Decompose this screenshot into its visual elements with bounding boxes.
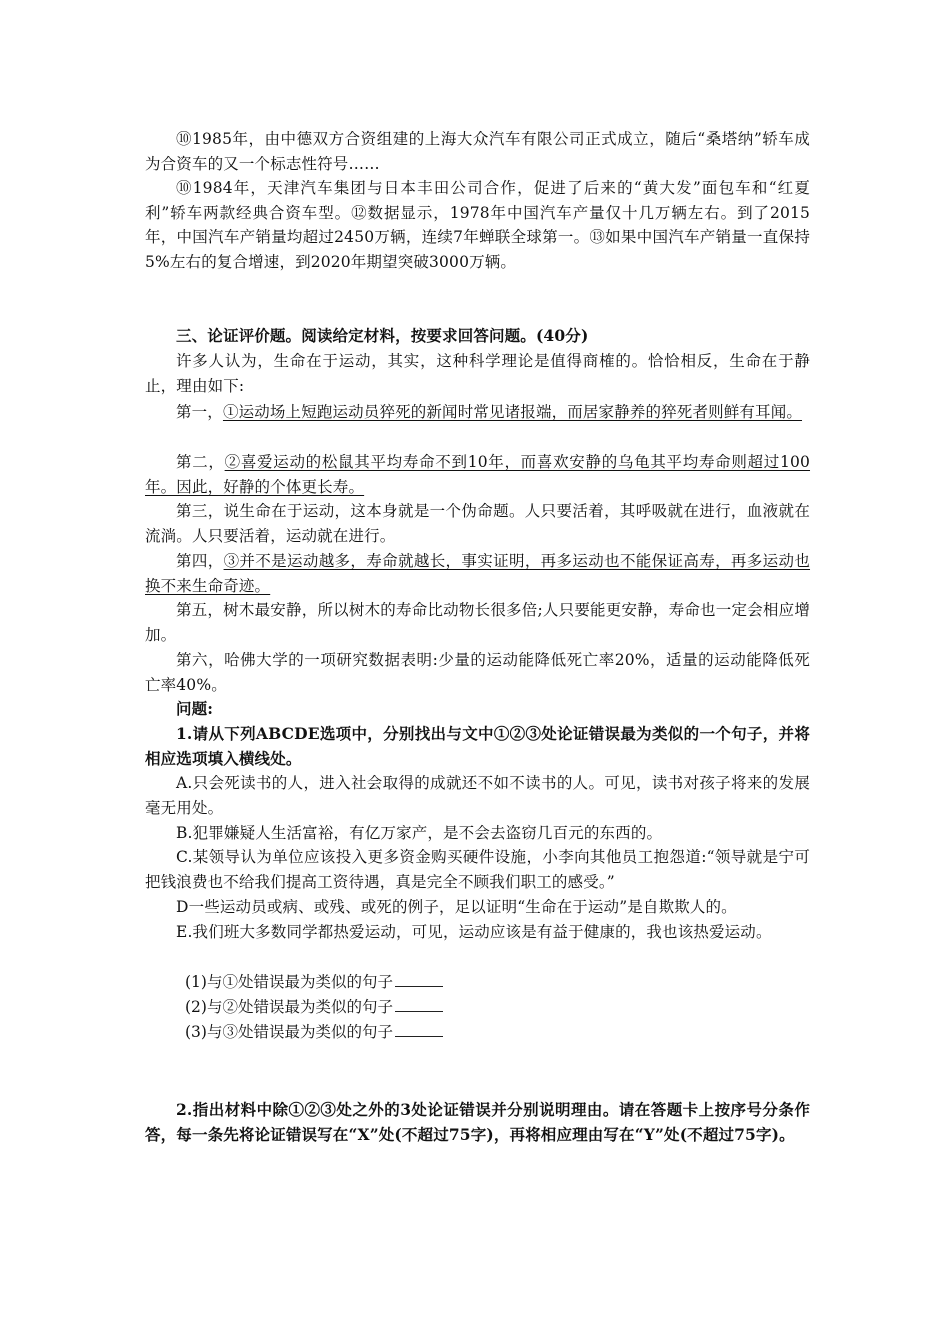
reason-5: 第五，树木最安静，所以树木的寿命比动物长很多倍;人只要能更安静，寿命也一定会相应增加。 [145,601,810,644]
option-d: D一些运动员或病、或残、或死的例子，足以证明“生命在于运动”是自欺欺人的。 [176,898,737,916]
reason-2-lead: 第二， [176,453,225,471]
answer-blank-2[interactable] [395,995,443,1012]
fill-line-3 [185,1020,443,1045]
reason-2-underlined: ②喜爱运动的松鼠其平均寿命不到10年，而喜欢安静的乌龟其平均寿命则超过100年。因此，好静的个体更长寿。 [145,453,811,496]
fill-label-3: (3)与③处错误最为类似的句子 [185,1023,393,1041]
reason-3: 第三，说生命在于运动，这本身就是一个伪命题。人只要活着，其呼吸就在进行，血液就在流淌。人只要活着，运动就在进行。 [145,502,810,545]
reason-1-underlined: ①运动场上短跑运动员猝死的新闻时常见诸报端，而居家静养的猝死者则鲜有耳闻。 [222,403,803,421]
fill-line-1 [185,970,443,995]
material-item-10b: ⑩1984年，天津汽车集团与日本丰田公司合作，促进了后来的“黄大发”面包车和“红夏利”轿车两款经典合资车型。⑫数据显示，1978年中国汽车产量仅十几万辆左右。到了2015年，中国汽车产销量均超过2450万辆，连续7年蝉联全球第一。⑬如果中国汽车产销量一直保持5%左右的复合增速，到2020年期望突破3000万辆。 [145,179,810,271]
reason-6: 第六，哈佛大学的一项研究数据表明:少量的运动能降低死亡率20%，适量的运动能降低死亡率40%。 [145,651,810,694]
option-c: C.某领导认为单位应该投入更多资金购买硬件设施，小李向其他员工抱怨道:“领导就是宁可把钱浪费也不给我们提高工资待遇，真是完全不顾我们职工的感受。” [145,848,810,891]
question-1: 1.请从下列ABCDE选项中，分别找出与文中①②③处论证错误最为类似的一个句子，并将相应选项填入横线处。 [145,724,810,768]
option-a: A.只会死读书的人，进入社会取得的成就还不如不读书的人。可见，读书对孩子将来的发展毫无用处。 [145,774,810,817]
question-2: 2.指出材料中除①②③处之外的3处论证错误并分别说明理由。请在答题卡上按序号分条作答，每一条先将论证错误写在“X”处(不超过75字)，再将相应理由写在“Y”处(不超过75字)。 [145,1100,810,1144]
material-item-10a: ⑩1985年，由中德双方合资组建的上海大众汽车有限公司正式成立，随后“桑塔纳”轿车成为合资车的又一个标志性符号…… [145,130,810,173]
reason-1-lead: 第一， [176,403,223,421]
fill-line-2 [185,995,443,1020]
intro-paragraph: 许多人认为，生命在于运动，其实，这种科学理论是值得商榷的。恰恰相反，生命在于静止，理由如下: [145,352,810,395]
reason-4-lead: 第四， [176,552,224,570]
section-heading: 三、论证评价题。阅读给定材料，按要求回答问题。(40分) [176,326,589,345]
answer-blank-1[interactable] [395,970,443,987]
questions-label: 问题: [176,699,214,718]
fill-label-1: (1)与①处错误最为类似的句子 [185,973,393,991]
reason-4 [145,549,810,598]
reason-4-underlined: ③并不是运动越多，寿命就越长，事实证明，再多运动也不能保证高寿，再多运动也换不来生命奇迹。 [145,552,811,595]
answer-blank-3[interactable] [395,1020,443,1037]
reason-2 [145,450,810,499]
reason-1 [145,400,810,425]
fill-label-2: (2)与②处错误最为类似的句子 [185,998,393,1016]
option-b: B.犯罪嫌疑人生活富裕，有亿万家产，是不会去盗窃几百元的东西的。 [176,824,663,842]
option-e: E.我们班大多数同学都热爱运动，可见，运动应该是有益于健康的，我也该热爱运动。 [176,923,772,941]
